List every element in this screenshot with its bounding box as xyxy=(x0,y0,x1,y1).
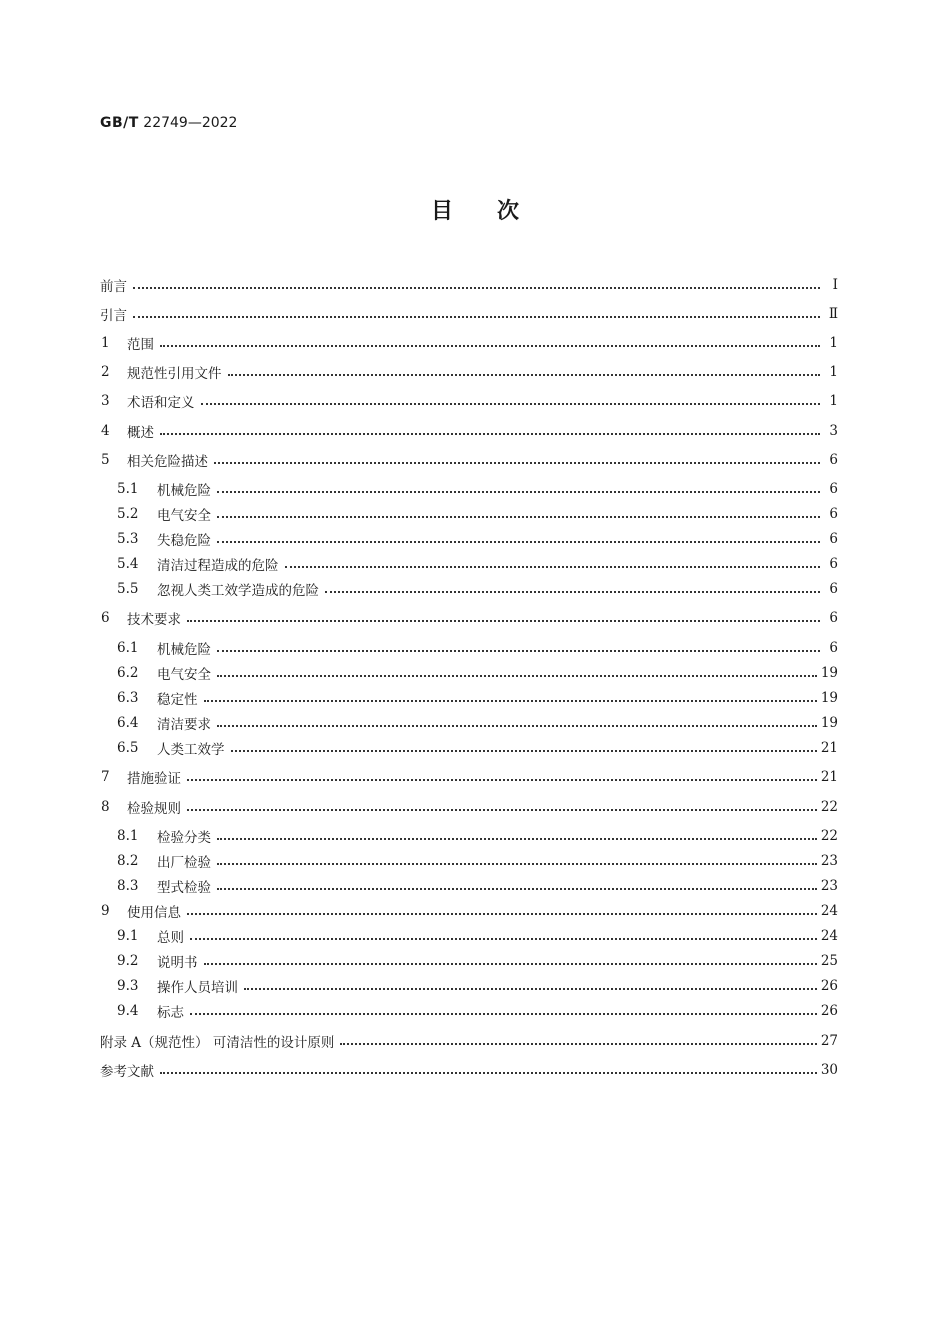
toc-leader-dots xyxy=(217,875,817,897)
toc-entry-page: 21 xyxy=(820,740,838,756)
toc-entry-number: 6.2 xyxy=(117,665,139,681)
toc-entry[interactable] xyxy=(101,420,838,442)
toc-leader-dots xyxy=(217,850,817,872)
toc-entry-page: 30 xyxy=(820,1062,838,1078)
toc-entry-label: 失稳危险 xyxy=(157,533,211,549)
toc-leader-dots xyxy=(217,478,820,500)
standard-code xyxy=(100,113,237,133)
title-char-2: 次 xyxy=(497,199,520,224)
toc-entry-label: 范围 xyxy=(127,337,154,353)
toc-entry[interactable] xyxy=(101,332,838,354)
toc-entry[interactable] xyxy=(117,503,838,525)
toc-entry-label: 清洁要求 xyxy=(157,717,211,733)
toc-entry-label: 标志 xyxy=(157,1005,184,1021)
toc-leader-dots xyxy=(325,578,820,600)
toc-entry-number: 2 xyxy=(101,364,110,380)
toc-leader-dots xyxy=(190,1000,817,1022)
toc-entry-label: 清洁过程造成的危险 xyxy=(157,558,279,574)
toc-leader-dots xyxy=(228,361,821,383)
toc-entry-page: 6 xyxy=(829,506,838,522)
toc-entry[interactable] xyxy=(100,1059,838,1081)
toc-entry-page: 19 xyxy=(820,690,838,706)
toc-entry[interactable] xyxy=(100,1030,838,1052)
toc-leader-dots xyxy=(201,390,821,412)
toc-leader-dots xyxy=(160,420,820,442)
toc-entry-label: 稳定性 xyxy=(157,692,198,708)
toc-leader-dots xyxy=(187,796,817,818)
toc-entry-label: 型式检验 xyxy=(157,880,211,896)
toc-entry-number: 5.2 xyxy=(117,506,139,522)
toc-entry[interactable] xyxy=(117,578,838,600)
toc-entry-page: 6 xyxy=(829,640,838,656)
toc-entry[interactable] xyxy=(117,687,838,709)
toc-entry-label: 前言 xyxy=(100,279,127,295)
toc-entry-number: 5.4 xyxy=(117,556,139,572)
toc-entry[interactable] xyxy=(117,528,838,550)
toc-entry[interactable] xyxy=(117,478,838,500)
toc-leader-dots xyxy=(133,303,820,325)
toc-entry-page: 25 xyxy=(820,953,838,969)
toc-entry-number: 6.5 xyxy=(117,740,139,756)
toc-entry-number: 8.1 xyxy=(117,828,139,844)
toc-entry-number: 1 xyxy=(101,335,110,351)
toc-leader-dots xyxy=(214,449,820,471)
toc-leader-dots xyxy=(187,900,817,922)
toc-entry[interactable] xyxy=(100,274,838,296)
toc-entry-page: 6 xyxy=(829,481,838,497)
toc-entry-page: 1 xyxy=(829,335,838,351)
toc-entry-page: 6 xyxy=(829,610,838,626)
toc-entry-page: 26 xyxy=(820,1003,838,1019)
toc-entry-number: 6.4 xyxy=(117,715,139,731)
toc-entry-label: 措施验证 xyxy=(127,771,181,787)
toc-entry[interactable] xyxy=(117,975,838,997)
toc-entry-page: 21 xyxy=(820,769,838,785)
toc-entry-page: 6 xyxy=(829,452,838,468)
toc-leader-dots xyxy=(133,274,820,296)
toc-entry-page: 19 xyxy=(820,715,838,731)
standard-number: 22749—2022 xyxy=(143,115,238,131)
toc-entry[interactable] xyxy=(101,900,838,922)
toc-entry-number: 9.2 xyxy=(117,953,139,969)
toc-entry-label: 参考文献 xyxy=(100,1064,154,1080)
toc-entry[interactable] xyxy=(117,662,838,684)
toc-entry-page: 23 xyxy=(820,853,838,869)
toc-entry[interactable] xyxy=(117,637,838,659)
toc-entry[interactable] xyxy=(101,766,838,788)
toc-entry-number: 8.2 xyxy=(117,853,139,869)
toc-leader-dots xyxy=(160,332,820,354)
toc-leader-dots xyxy=(340,1030,816,1052)
toc-entry-number: 9.4 xyxy=(117,1003,139,1019)
toc-entry-page: 6 xyxy=(829,581,838,597)
toc-leader-dots xyxy=(217,503,820,525)
toc-entry-page: 24 xyxy=(820,903,838,919)
toc-entry-page: 3 xyxy=(829,423,838,439)
toc-entry-page: Ⅱ xyxy=(828,306,838,322)
toc-entry-page: 1 xyxy=(829,393,838,409)
toc-entry-label: 电气安全 xyxy=(157,667,211,683)
toc-entry[interactable] xyxy=(117,950,838,972)
toc-entry-label: 检验规则 xyxy=(127,801,181,817)
toc-leader-dots xyxy=(190,925,817,947)
toc-entry-number: 6.3 xyxy=(117,690,139,706)
toc-entry-page: 27 xyxy=(820,1033,838,1049)
toc-entry-page: 6 xyxy=(829,556,838,572)
toc-entry[interactable] xyxy=(101,796,838,818)
toc-entry-number: 8 xyxy=(101,799,110,815)
toc-entry-label: 相关危险描述 xyxy=(127,454,208,470)
toc-entry-number: 5.1 xyxy=(117,481,139,497)
toc-entry-label: 忽视人类工效学造成的危险 xyxy=(157,583,319,599)
toc-leader-dots xyxy=(217,712,817,734)
page-title xyxy=(0,197,950,227)
toc-entry-number: 5.3 xyxy=(117,531,139,547)
toc-leader-dots xyxy=(204,950,817,972)
toc-entry-number: 5 xyxy=(101,452,110,468)
toc-entry[interactable] xyxy=(117,850,838,872)
toc-entry-label: 引言 xyxy=(100,308,127,324)
toc-leader-dots xyxy=(244,975,817,997)
standard-prefix: GB/T xyxy=(100,115,139,131)
toc-leader-dots xyxy=(217,825,817,847)
toc-entry[interactable] xyxy=(101,390,838,412)
toc-entry[interactable] xyxy=(117,1000,838,1022)
toc-entry-label: 机械危险 xyxy=(157,483,211,499)
toc-entry-page: Ⅰ xyxy=(832,277,838,293)
toc-entry-number: 9 xyxy=(101,903,110,919)
toc-entry-page: 6 xyxy=(829,531,838,547)
toc-entry-label: 机械危险 xyxy=(157,642,211,658)
toc-entry-page: 19 xyxy=(820,665,838,681)
toc-leader-dots xyxy=(160,1059,817,1081)
toc-entry-number: 9.1 xyxy=(117,928,139,944)
toc-entry-number: 3 xyxy=(101,393,110,409)
toc-leader-dots xyxy=(204,687,817,709)
toc-entry-label: 概述 xyxy=(127,425,154,441)
toc-entry-page: 22 xyxy=(820,799,838,815)
toc-entry-label: 出厂检验 xyxy=(157,855,211,871)
toc-entry-label: 附录 A（规范性） 可清洁性的设计原则 xyxy=(100,1035,335,1051)
toc-entry-number: 7 xyxy=(101,769,110,785)
toc-entry-page: 1 xyxy=(829,364,838,380)
toc-leader-dots xyxy=(217,528,820,550)
toc-entry-page: 24 xyxy=(820,928,838,944)
toc-entry-label: 操作人员培训 xyxy=(157,980,238,996)
toc-entry-label: 说明书 xyxy=(157,955,198,971)
toc-entry-page: 22 xyxy=(820,828,838,844)
toc-entry[interactable] xyxy=(100,303,838,325)
toc-entry[interactable] xyxy=(117,553,838,575)
toc-leader-dots xyxy=(285,553,821,575)
toc-entry-label: 术语和定义 xyxy=(127,395,195,411)
toc-entry[interactable] xyxy=(117,712,838,734)
toc-entry-label: 电气安全 xyxy=(157,508,211,524)
toc-entry-number: 4 xyxy=(101,423,110,439)
toc-entry[interactable] xyxy=(117,825,838,847)
toc-entry[interactable] xyxy=(117,925,838,947)
toc-entry[interactable] xyxy=(101,607,838,629)
toc-entry-label: 技术要求 xyxy=(127,612,181,628)
toc-leader-dots xyxy=(187,607,820,629)
toc-entry-page: 26 xyxy=(820,978,838,994)
toc-entry[interactable] xyxy=(117,737,838,759)
toc-entry-number: 6 xyxy=(101,610,110,626)
toc-entry-page: 23 xyxy=(820,878,838,894)
toc-entry[interactable] xyxy=(101,449,838,471)
toc-entry-number: 9.3 xyxy=(117,978,139,994)
toc-leader-dots xyxy=(217,662,817,684)
toc-entry-label: 检验分类 xyxy=(157,830,211,846)
toc-entry[interactable] xyxy=(101,361,838,383)
toc-entry[interactable] xyxy=(117,875,838,897)
title-char-1: 目 xyxy=(430,199,453,224)
toc-entry-number: 8.3 xyxy=(117,878,139,894)
toc-entry-label: 人类工效学 xyxy=(157,742,225,758)
toc-entry-label: 总则 xyxy=(157,930,184,946)
toc-leader-dots xyxy=(231,737,817,759)
toc-entry-number: 5.5 xyxy=(117,581,139,597)
toc-leader-dots xyxy=(187,766,817,788)
toc-entry-label: 规范性引用文件 xyxy=(127,366,222,382)
toc-entry-number: 6.1 xyxy=(117,640,139,656)
toc-entry-label: 使用信息 xyxy=(127,905,181,921)
toc-leader-dots xyxy=(217,637,820,659)
